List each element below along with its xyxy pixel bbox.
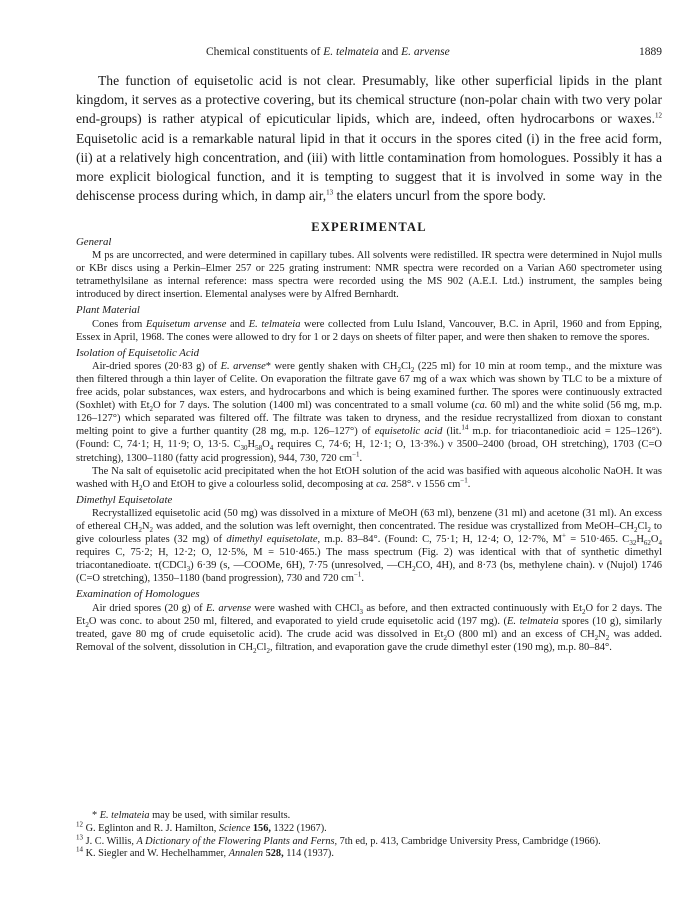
subheading-plant-material: Plant Material [76,304,140,317]
homologues-paragraph: Air dried spores (20 g) of E. arvense were washed with CHCl$_3$ as before, and then extracted continuously with $Et_2O$ for 2 days. The $Et_2O$ was conc. to about 250 ml, filtered, and evaporated to yield crude equisetolic acid (197 mg). (E. telmateia spores (10 g), similarly treated, gave 80 mg of crude equisetolic acid). The crude acid was dissolved in $Et_2O$ (800 ml) and an excess of $CH_2N_2$ was added. Removal of the solvent, dissolution in $CH_2Cl_2$, filtration, and evaporation gave the crude dimethyl ester (190 mg), m.p. 80–84°. [76,602,662,655]
subheading-isolation: Isolation of Equisetolic Acid [76,346,200,359]
footnotes [76,810,662,861]
footnote-star: * E. telmateia may be used, with similar results. [92,810,291,821]
discussion-paragraph: The function of equisetolic acid is not clear. Presumably, like other superficial lipids in the plant kingdom, it serves as a protective covering, but its chemical structure (non-polar chain with two very polar end-groups) is rather atypical of epicuticular lipids, which are, indeed, often hydrocarbons or waxes.$^{12}$ Equisetolic acid is a remarkable natural lipid in that it occurs in the spores cited (i) in the free acid form, (ii) at a relatively high concentration, and (iii) with little contamination from homologues. Possibly it has a more explicit biological function, and it is tempting to suggest that it is involved in some way in the dehiscense process during which, in damp air,$^{13}$ the elaters uncurl from the spore body. [76,73,662,204]
experimental-body [76,236,662,654]
section-heading-experimental: EXPERIMENTAL [311,220,427,234]
dimethyl-paragraph: Recrystallized equisetolic acid (50 mg) was dissolved in a mixture of MeOH (63 ml), benzene (31 ml) and acetone (31 ml). An excess of ethereal $CH_2N_2$ was added, and the solution was left overnight, then concentrated. The residue was crystallized from MeOH–$CH_2Cl_2$ to give colourless plates (32 mg) of dimethyl equisetolate, m.p. 83–84°. (Found: C, 75·1; H, 12·4; O, 12·7%, M+ = 510·465. $C_{32}H_{62}O_4$ requires C, 75·2; H, 12·2; O, 12·5%, M = 510·465.) The mass spectrum (Fig. 2) was identical with that of synthetic dimethyl triacontanedioate. τ(CDCl$_3$) 6·39 (s, —COOMe, 6H), 7·75 (unresolved, $—CH_2CO$, 4H), and 8·73 (bs, methylene chain). ν (Nujol) 1746 (C=O stretching), 1350–1180 (band progression), 730 and 720 $cm^{-1}$. [76,507,662,585]
isolation-paragraph: Air-dried spores (20·83 g) of E. arvense* were gently shaken with $CH_2Cl_2$ (225 ml) for 10 min at room temp., and the mixture was then filtered through a thin layer of Celite. On evaporation the filtrate gave 67 mg of a wax which was shown by TLC to be a mixture of free acids, polar substances, wax esters, and hydrocarbons and which is being examined further. The spores were continuously extracted (Soxhlet) with $Et_2O$ for 7 days. The solution (1400 ml) was concentrated to a small volume (ca. 60 ml) and the white solid (56 mg, m.p. 126–127°) which separated was filtered off. The filtrate was taken to dryness, and the residue recrystallized from dioxan to constant melting point to give a further quantity (28 mg, m.p. 126–127°) of equisetolic acid (lit.$^{14}$ m.p. for triacontanedioic acid = 125–126°). (Found: C, 74·1; H, 11·9; O, 13·5. $C_{30}H_{58}O_4$ requires C, 74·6; H, 12·1; O, 13·3%.) ν 3500–2400 (broad, OH stretching), 1703 (C=O stretching), 1300–1180 (fatty acid progression), 944, 730, 720 $cm^{-1}$. [76,360,663,464]
subheading-homologues: Examination of Homologues [76,588,200,601]
running-title: Chemical constituents of E. telmateia and E. arvense [206,46,450,58]
footnote-14: $^{14}$ K. Siegler and W. Hechelhammer, Annalen 528, 114 (1937). [76,845,334,860]
subheading-dimethyl-equisetolate: Dimethyl Equisetolate [76,493,173,506]
plant-material-paragraph: Cones from Equisetum arvense and E. telmateia were collected from Lulu Island, Vancouver, B.C. in April, 1960 and from Epping, Essex in April, 1968. The cones were allowed to dry for 1 or 2 days on sheets of filter paper, and were then shaken to remove the spores. [76,318,662,343]
sodium-salt-paragraph: The Na salt of equisetolic acid precipitated when the hot EtOH solution of the acid was basified with aqueous alcoholic NaOH. It was washed with $H_2O$ and EtOH to give a colourless solid, decomposing at ca. 258°. ν 1556 $cm^{-1}$. [76,465,662,492]
footnote-13: $^{13}$ J. C. Willis, A Dictionary of the Flowering Plants and Ferns, 7th ed, p. 413, Cambridge University Press, Cambridge (1966). [76,833,601,847]
subheading-general: General [76,236,112,248]
general-paragraph: M ps are uncorrected, and were determined in capillary tubes. All solvents were redistilled. IR spectra were determined in Nujol mulls or KBr discs using a Perkin–Elmer 257 or 225 grating instrument: NMR spectra were recorded on a Varian A60 spectrometer using tetramethylsilane as internal reference: mass spectra were recorded using the MS 902 (A.E.I. Ltd.) instrument, the samples being introduced by direct insertion. Elemental analyses were by Alfred Bernhardt. [76,250,662,301]
footnote-12: $^{12}$ G. Eglinton and R. J. Hamilton, Science 156, 1322 (1967). [76,820,327,834]
running-head [76,46,662,62]
page-number: 1889 [639,46,662,58]
